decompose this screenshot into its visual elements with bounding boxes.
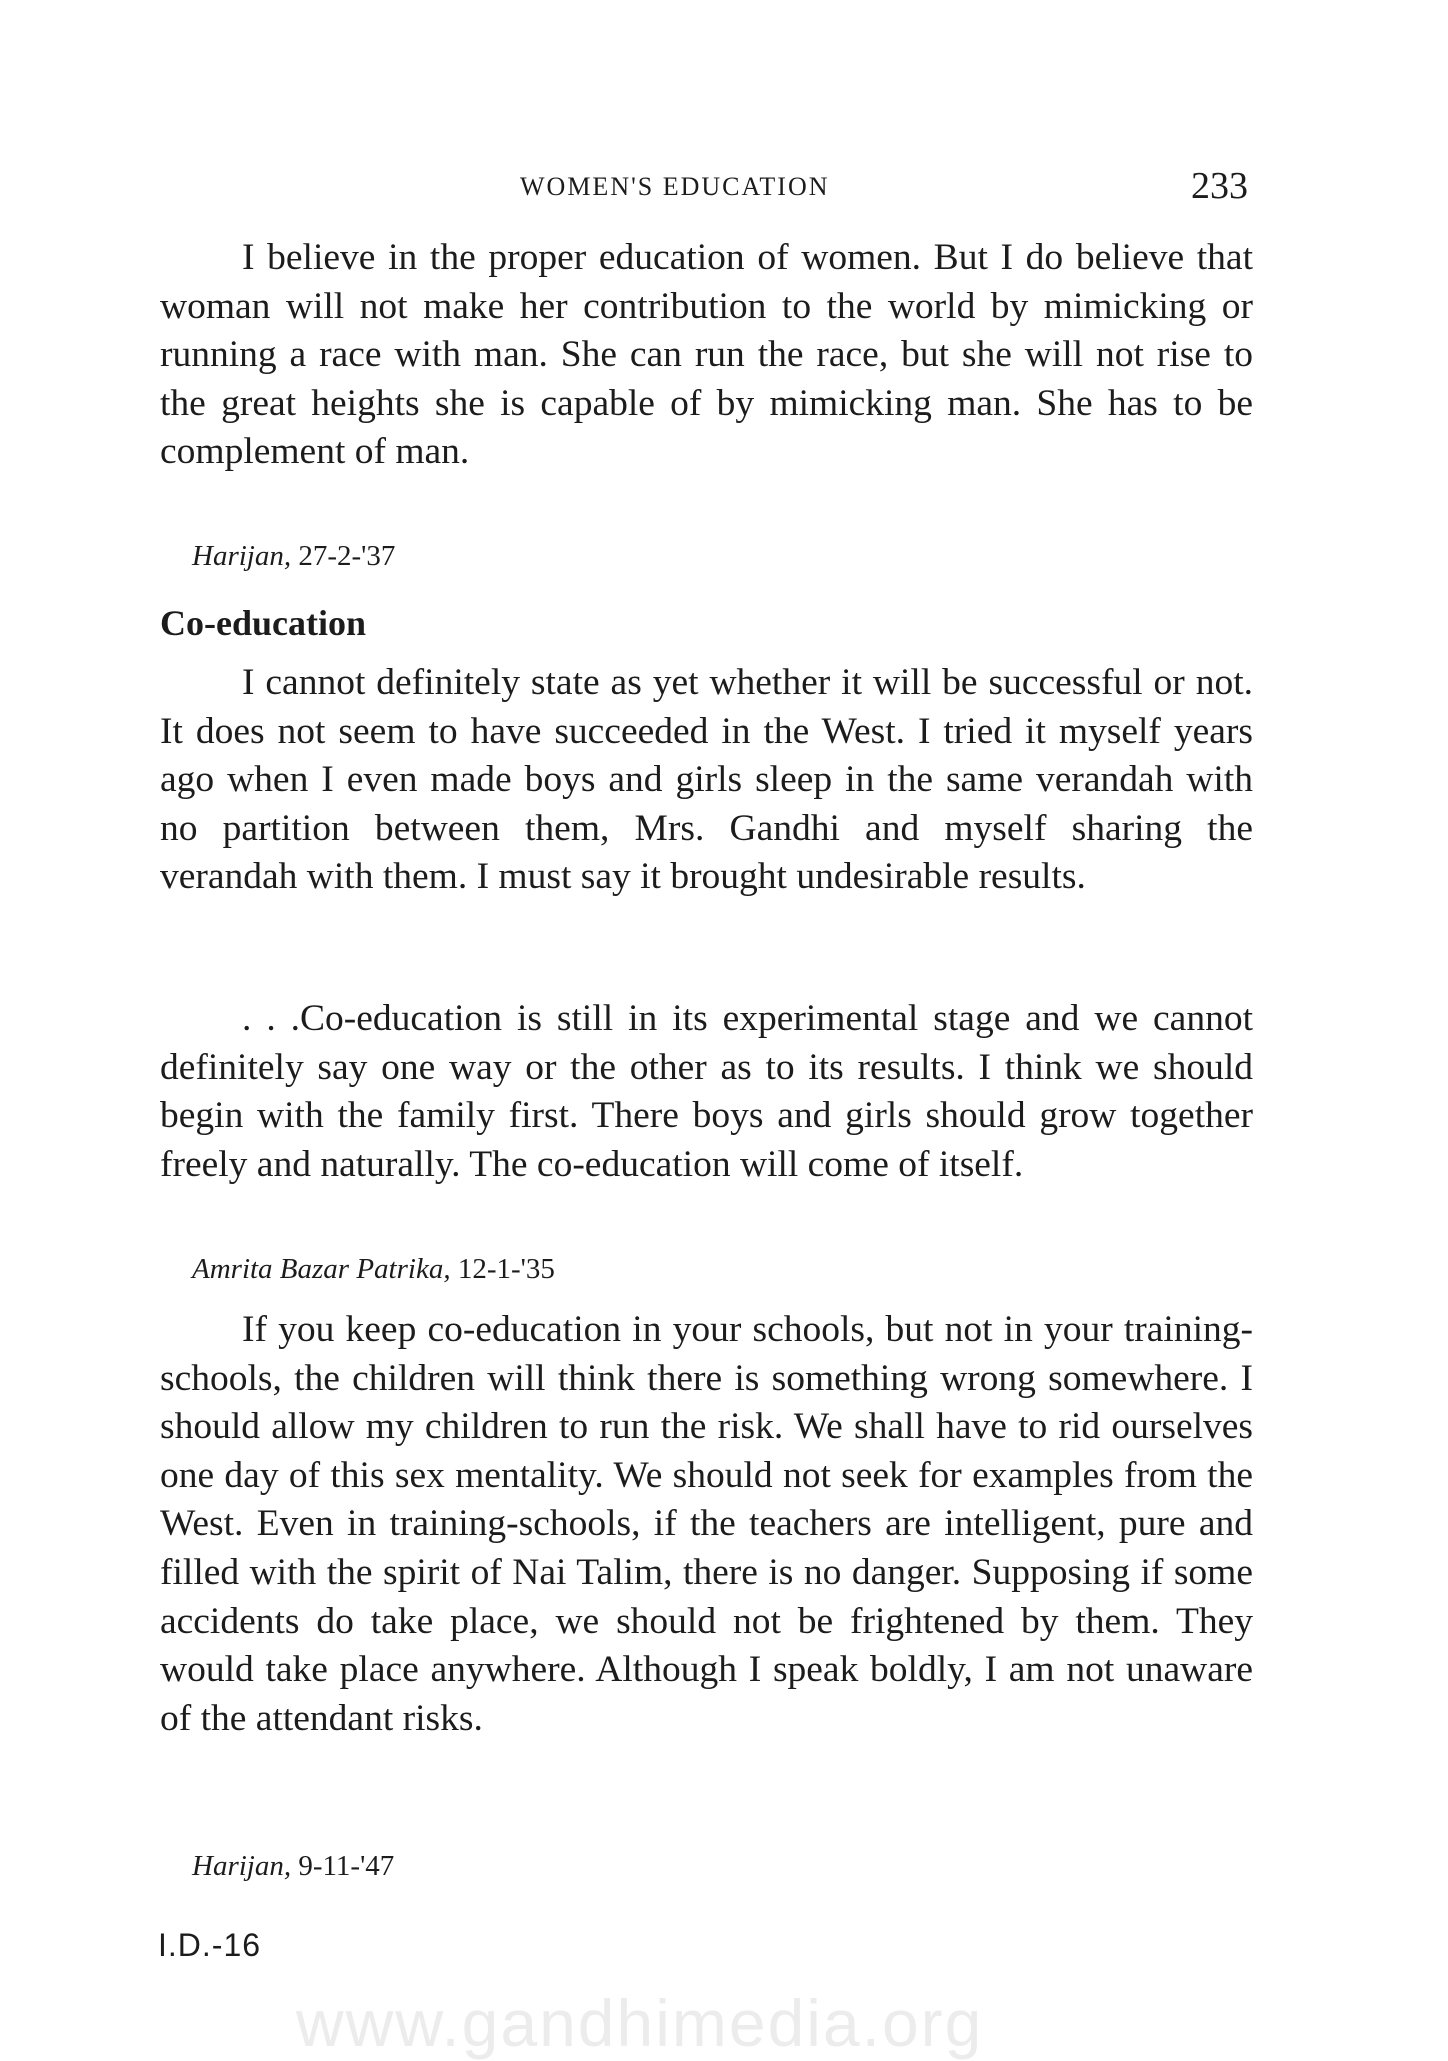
paragraph-coeducation-1 bbox=[160, 659, 1253, 902]
source-citation bbox=[192, 1850, 394, 1883]
section-heading: Co-education bbox=[160, 603, 366, 643]
source-title: Harijan, bbox=[192, 540, 292, 572]
paragraph-text: . . .Co-education is still in its experimental stage and we cannot definitely say one way or the other as to its results. I think we should begin with the family first. There boys and girls should grow together freely and naturally. The co-education will come of itself. bbox=[160, 998, 1253, 1185]
paragraph-text: I cannot definitely state as yet whether it will be successful or not. It does not seem to have succeeded in the West. I tried it myself years ago when I even made boys and girls sleep in the same verandah with no partition between them, Mrs. Gandhi and myself sharing the verandah with them. I must say it brought undesirable results. bbox=[160, 662, 1253, 898]
signature-mark: I.D.-16 bbox=[158, 1927, 262, 1963]
source-title: Harijan, bbox=[192, 1850, 292, 1882]
source-date: 27-2-'37 bbox=[298, 540, 396, 572]
source-date: 9-11-'47 bbox=[298, 1850, 395, 1882]
paragraph-text: If you keep co-education in your schools, but not in your training-schools, the children will think there is something wrong somewhere. I should allow my children to run the risk. We shall have to rid ourselves one day of this sex mentality. We should not seek for examples from the West. Even in training-schools, if the teachers are intelligent, pure and filled with the spirit of Nai Talim, there is no danger. Supposing if some accidents do take place, we should not be frightened by them. They would take place anywhere. Although I speak boldly, I am not unaware of the attendant risks. bbox=[160, 1309, 1253, 1739]
page-number: 233 bbox=[1191, 165, 1248, 207]
source-citation bbox=[192, 540, 395, 573]
paragraph-coeducation-2 bbox=[160, 995, 1253, 1189]
running-title: WOMEN'S EDUCATION bbox=[520, 172, 830, 201]
paragraph-women-education bbox=[160, 234, 1253, 477]
source-title: Amrita Bazar Patrika, bbox=[192, 1253, 451, 1285]
paragraph-coeducation-3 bbox=[160, 1306, 1253, 1743]
source-date: 12-1-'35 bbox=[457, 1253, 555, 1285]
watermark: www.gandhimedia.org bbox=[296, 1986, 984, 2060]
source-citation bbox=[192, 1253, 555, 1286]
paragraph-text: I believe in the proper education of women. But I do believe that woman will not make her contribution to the world by mimicking or running a race with man. She can run the race, but she will not rise to the great heights she is capable of by mimicking man. She has to be complement of man. bbox=[160, 237, 1253, 473]
